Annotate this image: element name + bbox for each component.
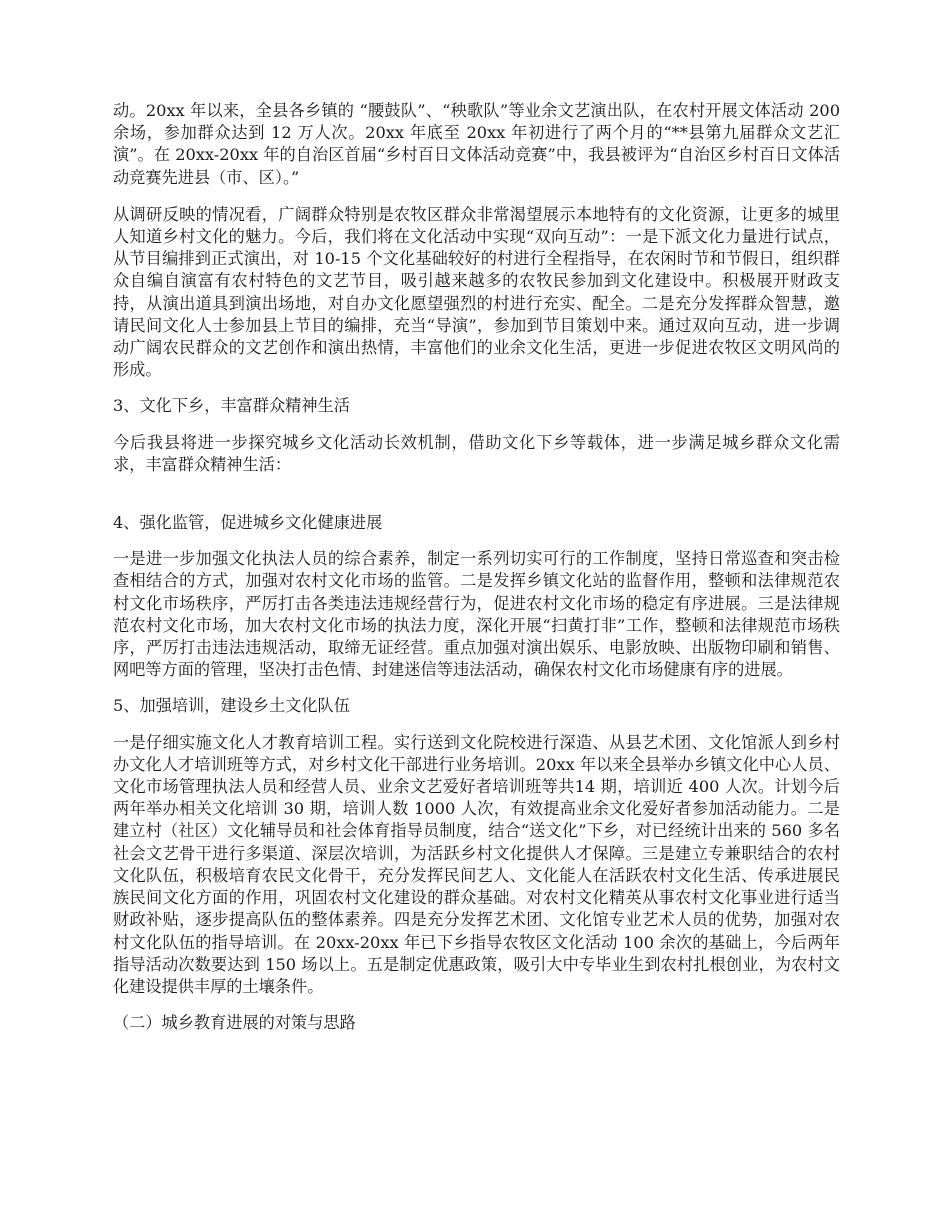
heading-culture-to-countryside: 3、文化下乡，丰富群众精神生活 xyxy=(113,396,350,416)
paragraph-cultural-activities: 动。20xx 年以来，全县各乡镇的 “腰鼓队”、“秧歌队”等业余文艺演出队，在农村开展文体活动 200 余场，参加群众达到 12 万人次。20xx 年底至 20xx 年初进行了两个月的“**县第九届群众文艺汇演”。在 20xx-20xx 年的自治区首届“乡村百日文体活动竞赛”中，我县被评为“自治区乡村百日文体活动竞赛先进县（市、区）。” xyxy=(113,101,840,187)
heading-strengthen-supervision: 4、强化监管，促进城乡文化健康进展 xyxy=(113,513,383,533)
document-body xyxy=(113,100,840,1048)
paragraph-talent-training: 一是仔细实施文化人才教育培训工程。实行送到文化院校进行深造、从县艺术团、文化馆派人到乡村办文化人才培训班等方式，对乡村文化干部进行业务培训。20xx 年以来全县举办乡镇文化中心人员、文化市场管理执法人员和经营人员、业余文艺爱好者培训班等共14 期，培训近 400 人次。计划今后两年举办相关文化培训 30 期，培训人数 1000 人次，有效提高业余文化爱好者参加活动能力。二是建立村（社区）文化辅导员和社会体育指导员制度，结合“送文化”下乡，对已经统计出来的 560 多名社会文艺骨干进行多渠道、深层次培训，为活跃乡村文化提供人才保障。三是建立专兼职结合的农村文化队伍，积极培育农民文化骨干，充分发挥民间艺人、文化能人在活跃农村文化生活、传承进展民族民间文化方面的作用，巩固农村文化建设的群众基础。对农村文化精英从事农村文化事业进行适当财政补贴，逐步提高队伍的整体素养。四是充分发挥艺术团、文化馆专业艺术人员的优势，加强对农村文化队伍的指导培训。在 20xx-20xx 年已下乡指导农牧区文化活动 100 余次的基础上，今后两年指导活动次数要达到 150 场以上。五是制定优惠政策，吸引大中专毕业生到农村扎根创业，为农村文化建设提供丰厚的土壤条件。 xyxy=(113,732,840,996)
paragraph-long-term-mechanism: 今后我县将进一步探究城乡文化活动长效机制，借助文化下乡等载体，进一步满足城乡群众文化需求，丰富群众精神生活： xyxy=(113,432,840,474)
heading-training-team: 5、加强培训，建设乡土文化队伍 xyxy=(113,696,350,716)
section-heading-education: （二）城乡教育进展的对策与思路 xyxy=(113,1013,356,1033)
blank-gap xyxy=(113,476,840,512)
paragraph-two-way-interaction: 从调研反映的情况看，广阔群众特别是农牧区群众非常渴望展示本地特有的文化资源，让更多的城里人知道乡村文化的魅力。今后，我们将在文化活动中实现“双向互动”：一是下派文化力量进行试点，从节目编排到正式演出，对 10-15 个文化基础较好的村进行全程指导，在农闲时节和节假日，组织群众自编自演富有农村特色的文艺节目，吸引越来越多的农牧民参加到文化建设中。积极展开财政支持，从演出道具到演出场地，对自办文化愿望强烈的村进行充实、配全。二是充分发挥群众智慧，邀请民间文化人士参加县上节目的编排，充当“导演”，参加到节目策划中来。通过双向互动，进一步调动广阔农民群众的文艺创作和演出热情，丰富他们的业余文化生活，更进一步促进农牧区文明风尚的形成。 xyxy=(113,204,840,380)
paragraph-market-supervision: 一是进一步加强文化执法人员的综合素养，制定一系列切实可行的工作制度，坚持日常巡查和突击检查相结合的方式，加强对农村文化市场的监管。二是发挥乡镇文化站的监督作用，整顿和法律规范农村文化市场秩序，严厉打击各类违法违规经营行为，促进农村文化市场的稳定有序进展。三是法律规范农村文化市场，加大农村文化市场的执法力度，深化开展“扫黄打非”工作，整顿和法律规范市场秩序，严厉打击违法违规活动，取缔无证经营。重点加强对演出娱乐、电影放映、出版物印刷和销售、网吧等方面的管理，坚决打击色情、封建迷信等违法活动，确保农村文化市场健康有序的进展。 xyxy=(113,549,840,680)
